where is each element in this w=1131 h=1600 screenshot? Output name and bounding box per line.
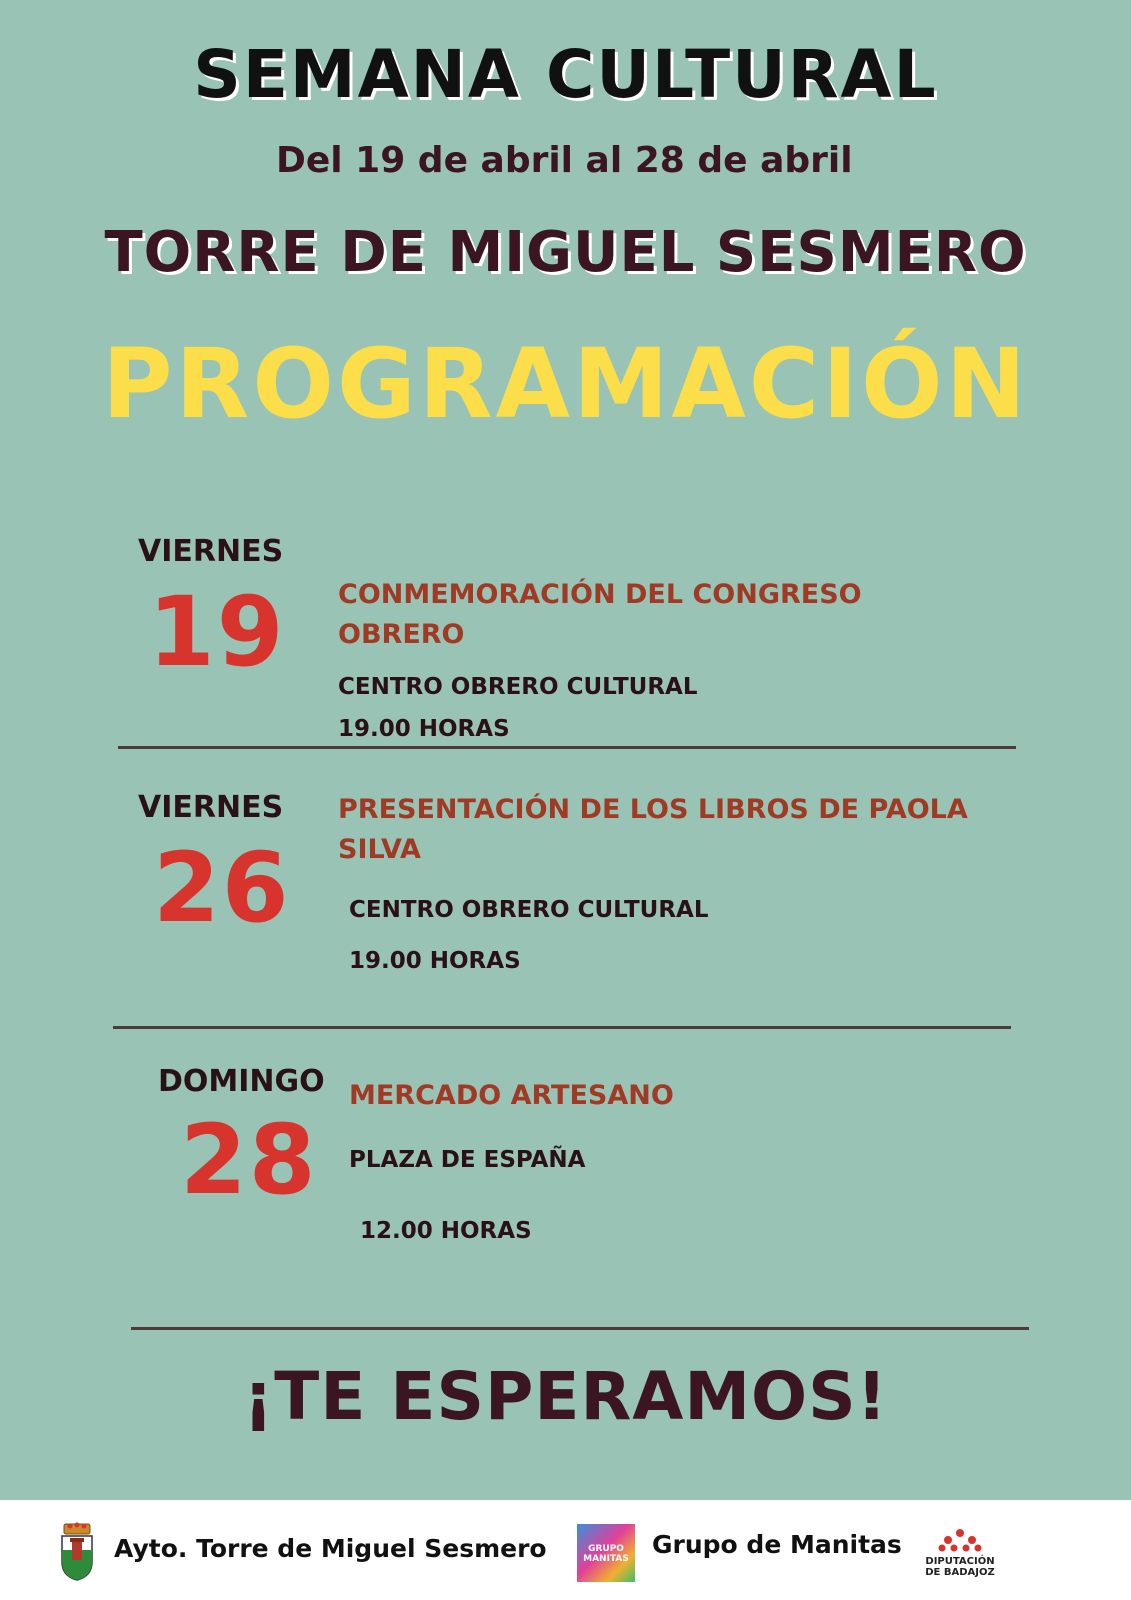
diputacion-line2: DE BADAJOZ — [925, 1567, 995, 1578]
event-3-day: 28 — [180, 1104, 318, 1216]
town-name: TORRE DE MIGUEL SESMERO — [104, 220, 1027, 285]
event-3-time: 12.00 HORAS — [360, 1218, 532, 1244]
town-crest-icon — [58, 1522, 96, 1582]
diputacion-line1: DIPUTACIÓN — [925, 1556, 995, 1567]
event-1-day: 19 — [148, 576, 286, 688]
event-1-weekday: VIERNES — [138, 534, 284, 569]
event-2-place: CENTRO OBRERO CULTURAL — [349, 897, 709, 923]
event-3-title: MERCADO ARTESANO — [349, 1080, 674, 1111]
ayto-label: Ayto. Torre de Miguel Sesmero — [114, 1534, 547, 1563]
manitas-logo-text: GRUPO MANITAS — [583, 1544, 629, 1564]
footer — [0, 1500, 1131, 1600]
program-heading: PROGRAMACIÓN — [102, 328, 1029, 440]
event-3-place: PLAZA DE ESPAÑA — [349, 1147, 586, 1173]
diputacion-label — [914, 1556, 1006, 1578]
date-range: Del 19 de abril al 28 de abril — [276, 140, 853, 181]
diputacion-logo-icon — [938, 1528, 982, 1552]
event-2-title-line2: SILVA — [338, 834, 421, 865]
event-2-title-line1: PRESENTACIÓN DE LOS LIBROS DE PAOLA — [338, 794, 968, 825]
event-2-time: 19.00 HORAS — [349, 948, 521, 974]
event-title: SEMANA CULTURAL — [193, 36, 938, 113]
event-1-title-line2: OBRERO — [338, 619, 465, 650]
event-1-place: CENTRO OBRERO CULTURAL — [338, 674, 698, 700]
grupo-manitas-logo — [577, 1524, 635, 1582]
event-2-day: 26 — [153, 832, 291, 944]
manitas-label: Grupo de Manitas — [652, 1530, 902, 1559]
event-2-weekday: VIERNES — [138, 790, 284, 825]
divider-2 — [113, 1026, 1011, 1029]
event-1-title-line1: CONMEMORACIÓN DEL CONGRESO — [338, 579, 862, 610]
closing-message: ¡TE ESPERAMOS! — [243, 1358, 888, 1435]
divider-1 — [118, 746, 1016, 749]
event-3-weekday: DOMINGO — [158, 1064, 325, 1099]
divider-3 — [131, 1327, 1029, 1330]
event-1-time: 19.00 HORAS — [338, 716, 510, 742]
